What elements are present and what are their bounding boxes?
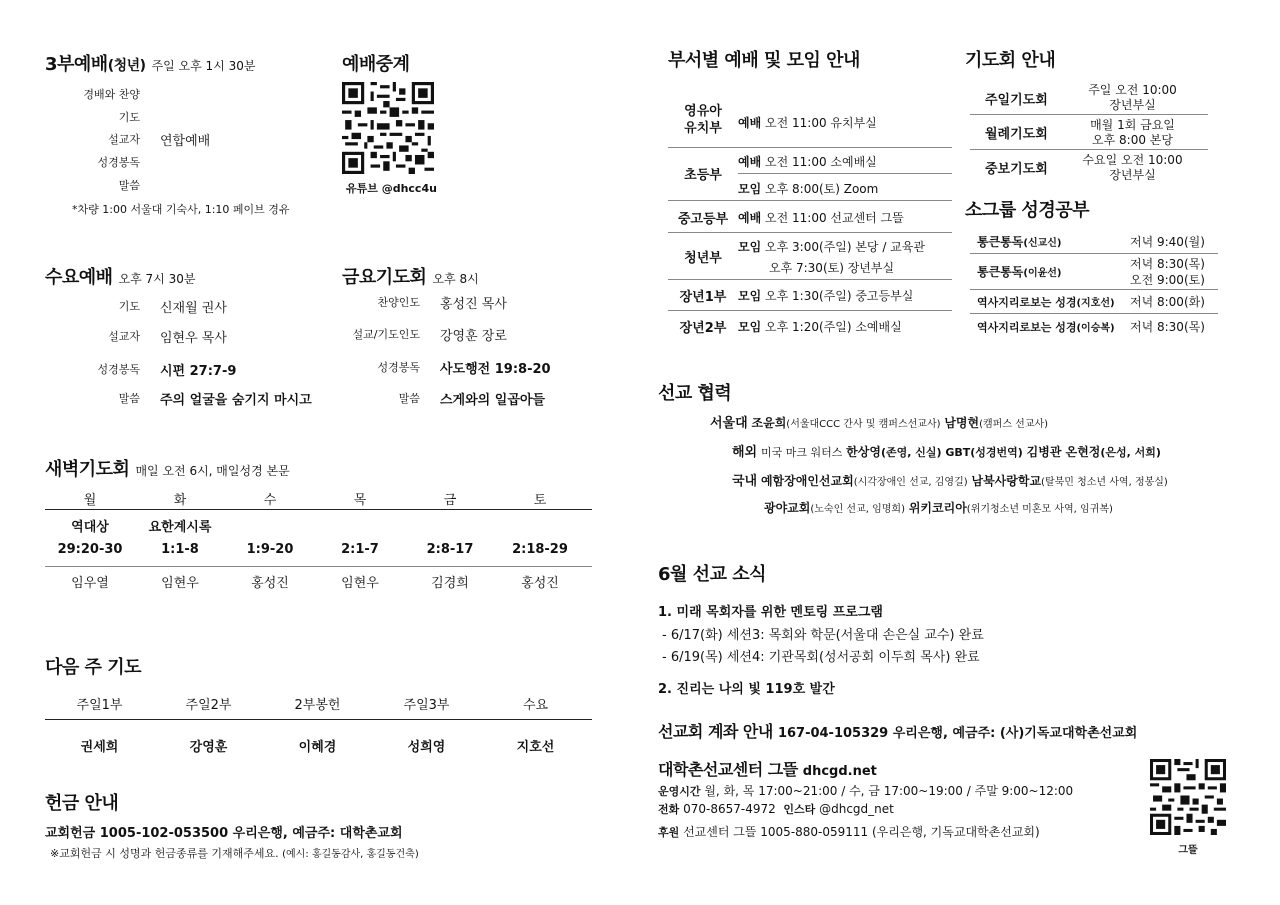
next-week-header: 수요 xyxy=(522,698,549,713)
next-week-name: 성희영 xyxy=(407,740,446,755)
prayer-place: 장년부실 xyxy=(1109,168,1156,182)
dawn-passage: 1:1-8 xyxy=(161,542,199,557)
department-schedule: 예배 오전 11:00 소예배실 xyxy=(738,155,877,169)
smallgroup-time: 저녁 8:30(목) xyxy=(1130,257,1205,271)
mission-row-domestic: 국내 예함장애인선교회(시각장애인 선교, 김영길) 남북사랑학교(탈북민 청소년 사역, 정봉실) xyxy=(732,474,1168,489)
smallgroup-name: 통큰통독(이윤선) xyxy=(977,265,1062,279)
smallgroup-divider xyxy=(970,253,1218,254)
wednesday-title: 수요예배 오후 7시 30분 xyxy=(45,267,196,288)
worship3-label-reading: 성경봉독 xyxy=(97,156,140,169)
friday-worship-leader: 홍성진 목사 xyxy=(440,297,507,312)
news-item-2: 2. 진리는 나의 빛 119호 발간 xyxy=(658,682,835,697)
dawn-day: 수 xyxy=(263,493,277,508)
department-divider xyxy=(668,310,952,311)
friday-label-reading: 성경봉독 xyxy=(377,361,420,374)
smallgroup-time: 오전 9:00(토) xyxy=(1130,273,1205,287)
smallgroup-time: 저녁 9:40(월) xyxy=(1130,235,1205,249)
news-item-1-sub: - 6/19(목) 세션4: 기관목회(성서공회 이두희 목사) 완료 xyxy=(662,650,980,665)
worship3-label-sermon: 말씀 xyxy=(118,179,140,192)
dawn-leader: 임현우 xyxy=(341,576,379,591)
wednesday-reading: 시편 27:7-9 xyxy=(160,364,237,379)
prayer-divider xyxy=(970,149,1208,150)
department-schedule: 모임 오후 1:20(주일) 소예배실 xyxy=(738,320,902,334)
wednesday-sermon: 주의 얼굴을 숨기지 마시고 xyxy=(160,393,312,408)
department-divider xyxy=(668,279,952,280)
dawn-day: 토 xyxy=(533,493,547,508)
department-divider xyxy=(738,173,952,174)
smallgroup-divider xyxy=(970,289,1218,290)
friday-reading: 사도행전 19:8-20 xyxy=(440,362,551,377)
smallgroup-name: 역사지리로보는 성경(이승복) xyxy=(977,321,1115,334)
mission-row-snu: 서울대 조윤희(서울대CCC 간사 및 캠퍼스선교사) 남명현(캠퍼스 선교사) xyxy=(710,416,1049,431)
account-line: 선교회 계좌 안내 167-04-105329 우리은행, 예금주: (사)기독교대학촌선교회 xyxy=(658,722,1138,741)
smallgroup-title: 소그룹 성경공부 xyxy=(965,200,1089,221)
department-schedule: 모임 오후 1:30(주일) 중고등부실 xyxy=(738,289,914,303)
dawn-passage: 2:1-7 xyxy=(341,542,379,557)
smallgroup-name: 역사지리로보는 성경(지호선) xyxy=(977,296,1115,309)
dawn-leader: 홍성진 xyxy=(251,576,289,591)
dawn-day: 목 xyxy=(353,493,367,508)
mission-row-domestic-2: 광야교회(노숙인 선교, 임명희) 위키코리아(위기청소년 미혼모 사역, 임귀복) xyxy=(764,501,1113,515)
department-schedule: 모임 오후 8:00(토) Zoom xyxy=(738,182,879,196)
center-qr-code[interactable] xyxy=(1150,759,1226,835)
center-hours: 운영시간 월, 화, 목 17:00~21:00 / 수, 금 17:00~19:00 / 주말 9:00~12:00 xyxy=(658,784,1074,798)
wednesday-label-prayer: 기도 xyxy=(118,300,140,313)
offering-title: 헌금 안내 xyxy=(45,793,119,814)
department-schedule: 모임 오후 3:00(주일) 본당 / 교육관 xyxy=(738,240,925,254)
department-schedule: 오후 7:30(토) 장년부실 xyxy=(769,261,895,275)
youtube-qr-code[interactable] xyxy=(342,82,434,174)
news-item-1-sub: - 6/17(화) 세션3: 목회와 학문(서울대 손은실 교수) 완료 xyxy=(662,628,984,643)
dawn-leader: 임현우 xyxy=(161,576,199,591)
department-schedule: 예배 오전 11:00 선교센터 그뜰 xyxy=(738,211,904,225)
news-item-1: 1. 미래 목회자를 위한 멘토링 프로그램 xyxy=(658,605,883,620)
dawn-leader: 김경희 xyxy=(431,576,469,591)
department-name: 장년1부 xyxy=(679,290,727,305)
center-support: 후원 선교센터 그뜰 1005-880-059111 (우리은행, 기독교대학촌선교회) xyxy=(658,825,1040,839)
prayer-place: 장년부실 xyxy=(1109,98,1156,112)
mission-title: 선교 협력 xyxy=(658,383,732,404)
offering-note: ※교회헌금 시 성명과 헌금종류를 기재해주세요. (예시: 홍길동감사, 홍길동건축) xyxy=(50,847,419,860)
department-name: 청년부 xyxy=(684,251,722,266)
dawn-title: 새벽기도회 매일 오전 6시, 매일성경 본문 xyxy=(45,459,290,480)
prayer-divider xyxy=(970,114,1208,115)
friday-label-sermon: 말씀 xyxy=(398,392,420,405)
dawn-leader: 임우열 xyxy=(71,576,109,591)
worship3-preacher: 연합예배 xyxy=(160,134,211,149)
department-divider xyxy=(668,200,952,201)
department-name: 영유아 유치부 xyxy=(684,104,722,136)
prayer-time: 수요일 오전 10:00 xyxy=(1082,153,1183,167)
friday-label-preacher: 설교/기도인도 xyxy=(352,328,420,341)
wednesday-prayer: 신재월 권사 xyxy=(160,301,227,316)
friday-sermon: 스게와의 일곱아들 xyxy=(440,393,545,408)
wednesday-label-reading: 성경봉독 xyxy=(97,363,140,376)
dawn-leader: 홍성진 xyxy=(521,576,559,591)
next-week-name: 이혜경 xyxy=(298,740,337,755)
department-divider xyxy=(668,147,952,148)
dawn-book: 요한계시록 xyxy=(148,520,212,535)
worship3-label-preacher: 설교자 xyxy=(108,133,140,146)
smallgroup-divider xyxy=(970,313,1218,314)
next-week-header: 2부봉헌 xyxy=(294,698,341,713)
broadcast-caption: 유튜브 @dhcc4u xyxy=(346,182,437,195)
dawn-divider-bottom xyxy=(45,566,592,567)
next-week-name: 지호선 xyxy=(516,740,555,755)
friday-preacher: 강영훈 장로 xyxy=(440,329,507,344)
worship3-title: 3부예배(청년) 주일 오후 1시 30분 xyxy=(45,54,256,75)
dawn-divider-top xyxy=(45,509,592,510)
center-title-line: 대학촌선교센터 그뜰 dhcgd.net xyxy=(658,760,877,779)
next-week-name: 강영훈 xyxy=(189,740,228,755)
prayer-name: 월례기도회 xyxy=(985,127,1048,142)
next-week-header: 주일1부 xyxy=(76,698,123,713)
department-name: 장년2부 xyxy=(679,321,727,336)
center-qr-caption: 그뜰 xyxy=(1178,845,1198,856)
friday-title: 금요기도회 오후 8시 xyxy=(342,267,479,288)
worship3-label-prayer: 기도 xyxy=(118,111,140,124)
department-divider xyxy=(668,232,952,233)
prayer-time: 매월 1회 금요일 xyxy=(1090,118,1175,132)
worship3-shuttle-note: *차량 1:00 서울대 기숙사, 1:10 페이브 경유 xyxy=(72,203,290,216)
dawn-passage: 29:20-30 xyxy=(57,542,123,557)
prayer-name: 주일기도회 xyxy=(985,93,1048,108)
dawn-day: 화 xyxy=(173,493,187,508)
wednesday-preacher: 임현우 목사 xyxy=(160,331,227,346)
worship3-label-praise: 경배와 찬양 xyxy=(83,88,140,101)
wednesday-label-preacher: 설교자 xyxy=(108,330,140,343)
department-name: 중고등부 xyxy=(677,212,729,227)
department-name: 초등부 xyxy=(684,168,722,183)
broadcast-title: 예배중계 xyxy=(342,54,410,75)
next-week-header: 주일3부 xyxy=(403,698,450,713)
dawn-passage: 2:18-29 xyxy=(512,542,568,557)
smallgroup-time: 저녁 8:00(화) xyxy=(1130,295,1205,309)
prayer-title: 기도회 안내 xyxy=(965,50,1056,71)
department-schedule: 예배 오전 11:00 유치부실 xyxy=(738,116,877,130)
dawn-day: 금 xyxy=(443,493,457,508)
dawn-passage: 2:8-17 xyxy=(426,542,474,557)
prayer-place: 오후 8:00 본당 xyxy=(1092,133,1173,147)
news-title: 6월 선교 소식 xyxy=(658,564,766,585)
offering-account: 교회헌금 1005-102-053500 우리은행, 예금주: 대학촌교회 xyxy=(45,826,403,841)
dawn-day: 월 xyxy=(83,493,97,508)
dawn-passage: 1:9-20 xyxy=(246,542,294,557)
smallgroup-name: 통큰통독(신교신) xyxy=(977,235,1062,249)
next-week-divider xyxy=(45,719,592,720)
center-contact: 전화 070-8657-4972 인스타 @dhcgd_net xyxy=(658,802,894,816)
next-week-title: 다음 주 기도 xyxy=(45,657,141,678)
smallgroup-time: 저녁 8:30(목) xyxy=(1130,320,1205,334)
departments-title: 부서별 예배 및 모임 안내 xyxy=(668,50,860,71)
friday-label-worship: 찬양인도 xyxy=(377,296,420,309)
next-week-name: 권세희 xyxy=(80,740,119,755)
next-week-header: 주일2부 xyxy=(185,698,232,713)
mission-row-overseas: 해외 미국 마크 워터스 한상영(존영, 신실) GBT(성경번역) 김병관 온현정(은성, 서희) xyxy=(732,445,1161,460)
prayer-time: 주일 오전 10:00 xyxy=(1088,83,1177,97)
dawn-book: 역대상 xyxy=(71,520,109,535)
wednesday-label-sermon: 말씀 xyxy=(118,392,140,405)
prayer-name: 중보기도회 xyxy=(985,162,1048,177)
